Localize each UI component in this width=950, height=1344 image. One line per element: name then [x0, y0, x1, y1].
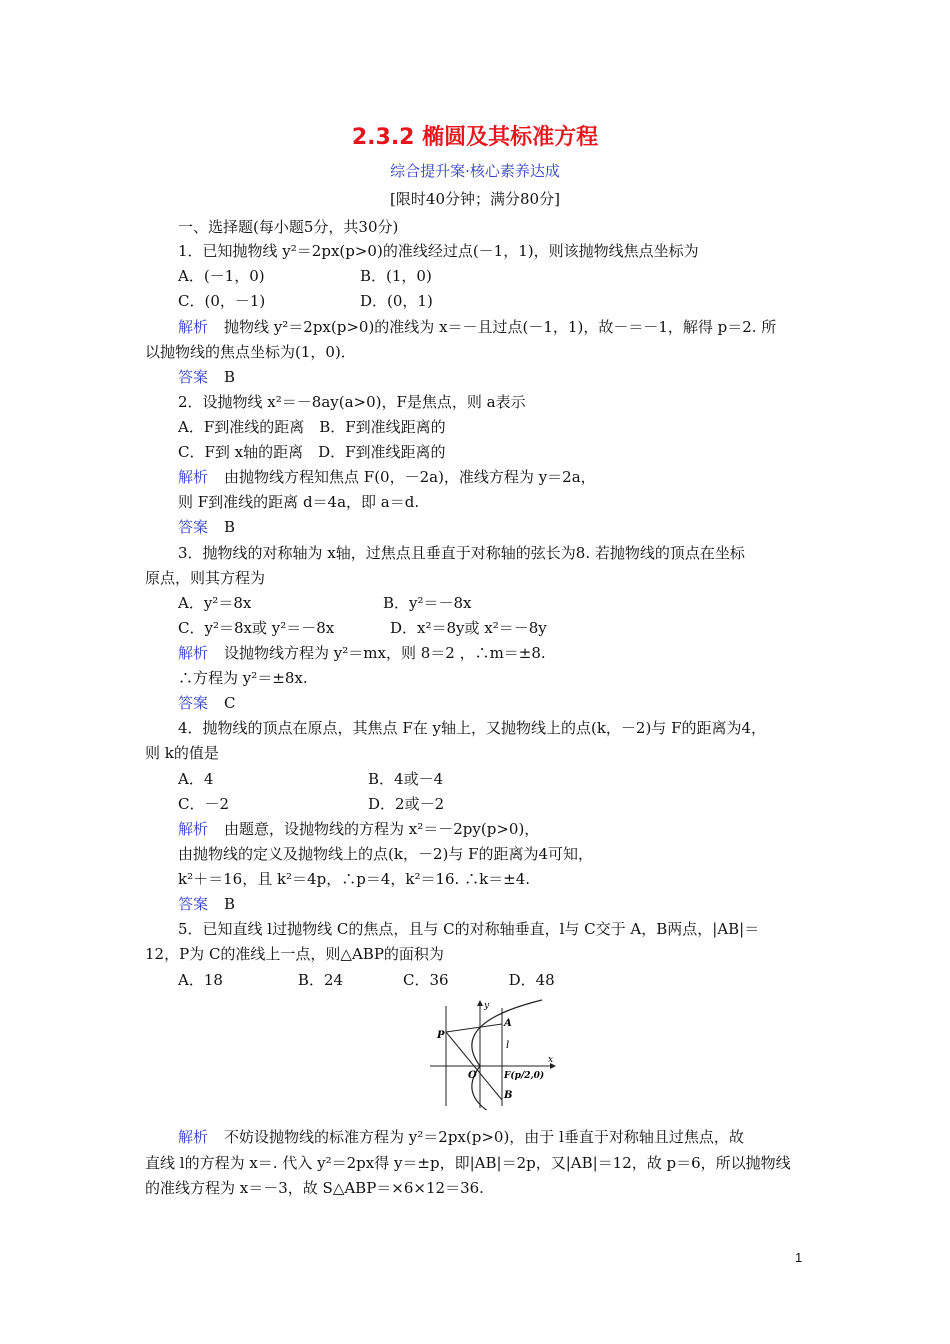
label-y: y	[484, 1001, 490, 1011]
q1-analysis-line	[178, 317, 776, 337]
q3-option-b: B．y²＝－8x	[383, 594, 472, 612]
label-a: A	[504, 1018, 512, 1029]
q3-stem-cont: 原点，则其方程为	[145, 569, 266, 587]
page-subtitle: 综合提升案·核心素养达成	[390, 162, 560, 180]
q4-option-d: D．2或－2	[368, 795, 445, 813]
parabola-figure	[428, 998, 558, 1110]
q5-stem: 5．已知直线 l过抛物线 C的焦点，且与 C的对称轴垂直，l与 C交于 A，B两点，|AB|＝	[178, 920, 760, 938]
page-number: 1	[795, 1250, 803, 1265]
analysis-label: 解析	[178, 820, 209, 838]
q3-option-d: D．x²＝8y或 x²＝－8y	[390, 619, 547, 637]
q1-stem: 1．已知抛物线 y²＝2px(p>0)的准线经过点(－1，1)，则该抛物线焦点坐标为	[178, 242, 699, 260]
q2-answer-line	[178, 517, 235, 537]
q3-stem: 3．抛物线的对称轴为 x轴，过焦点且垂直于对称轴的弦长为8. 若抛物线的顶点在坐标	[178, 544, 745, 562]
q3-option-a: A．y²＝8x	[178, 594, 252, 612]
q4-analysis-cont2: k²＋＝16，且 k²＝4p，∴p＝4，k²＝16. ∴k＝±4.	[178, 870, 531, 888]
label-l: l	[506, 1040, 510, 1051]
q2-analysis-line	[178, 467, 596, 487]
q5-analysis-cont: 直线 l的方程为 x＝. 代入 y²＝2px得 y＝±p，即|AB|＝2p，又|AB|＝12，故 p＝6，所以抛物线	[145, 1154, 791, 1172]
q1-option-b: B．(1，0)	[360, 267, 432, 285]
q5-stem-cont: 12，P为 C的准线上一点，则△ABP的面积为	[145, 945, 444, 963]
y-axis-arrow	[477, 1000, 483, 1006]
analysis-label: 解析	[178, 318, 209, 336]
label-b: B	[504, 1090, 513, 1101]
q4-answer-line	[178, 894, 235, 914]
q3-analysis-text: 设抛物线方程为 y²＝mx，则 8＝2 ，∴m＝±8.	[224, 644, 546, 662]
section-heading: 一、选择题(每小题5分，共30分)	[178, 218, 399, 236]
analysis-label: 解析	[178, 644, 209, 662]
time-limit: [限时40分钟；满分80分]	[390, 190, 560, 208]
q4-stem: 4．抛物线的顶点在原点，其焦点 F在 y轴上，又抛物线上的点(k，－2)与 F的距离为4，	[178, 719, 767, 737]
q4-analysis-text: 由题意，设抛物线的方程为 x²＝－2py(p>0)，	[224, 820, 540, 838]
q4-analysis-line	[178, 819, 539, 839]
q4-option-a: A．4	[178, 770, 214, 788]
q5-analysis-text: 不妨设抛物线的标准方程为 y²＝2px(p>0)，由于 l垂直于对称轴且过焦点，故	[224, 1128, 744, 1146]
label-o: O	[468, 1070, 477, 1081]
q2-options-ab: A．F到准线的距离 B．F到准线距离的	[178, 418, 446, 436]
answer-label: 答案	[178, 895, 209, 913]
analysis-label: 解析	[178, 468, 209, 486]
q5-analysis-line	[178, 1127, 744, 1147]
label-x: x	[548, 1055, 554, 1065]
answer-label: 答案	[178, 694, 209, 712]
q3-answer-line	[178, 693, 236, 713]
q2-stem: 2．设抛物线 x²＝－8ay(a>0)，F是焦点，则 a表示	[178, 393, 526, 411]
q1-analysis-cont: 以抛物线的焦点坐标为(1，0)．	[145, 343, 356, 361]
q4-analysis-cont: 由抛物线的定义及抛物线上的点(k，－2)与 F的距离为4可知，	[178, 845, 594, 863]
q2-options-cd: C．F到 x轴的距离 D．F到准线距离的	[178, 443, 446, 461]
q4-option-c: C．－2	[178, 795, 230, 813]
q3-answer: C	[224, 694, 236, 712]
q1-option-a: A．(－1，0)	[178, 267, 265, 285]
segment-pa	[446, 1024, 502, 1032]
q4-answer: B	[224, 895, 236, 913]
q3-analysis-cont: ∴方程为 y²＝±8x.	[178, 669, 308, 687]
q1-analysis-text: 抛物线 y²＝2px(p>0)的准线为 x＝－且过点(－1，1)，故－＝－1，解得 p＝2. 所	[224, 318, 777, 336]
analysis-label: 解析	[178, 1128, 209, 1146]
q5-analysis-cont2: 的准线方程为 x＝－3，故 S△ABP＝×6×12＝36.	[145, 1179, 484, 1197]
q3-analysis-line	[178, 643, 546, 663]
q2-analysis-cont: 则 F到准线的距离 d＝4a，即 a＝d.	[178, 493, 420, 511]
label-focus: F(p/2,0)	[504, 1071, 545, 1081]
answer-label: 答案	[178, 368, 209, 386]
q1-option-d: D．(0，1)	[360, 292, 433, 310]
answer-label: 答案	[178, 518, 209, 536]
q2-answer: B	[224, 518, 236, 536]
page-title: 2.3.2 椭圆及其标准方程	[351, 125, 599, 150]
q1-answer-line	[178, 367, 235, 387]
q2-analysis-text: 由抛物线方程知焦点 F(0，－2a)，准线方程为 y＝2a，	[224, 468, 596, 486]
q4-stem-cont: 则 k的值是	[145, 744, 219, 762]
q4-option-b: B．4或－4	[368, 770, 444, 788]
q3-option-c: C．y²＝8x或 y²＝－8x	[178, 619, 335, 637]
label-p: P	[437, 1030, 445, 1041]
q5-options: A．18 B．24 C．36 D．48	[178, 971, 555, 989]
q1-answer: B	[224, 368, 236, 386]
q1-option-c: C．(0，－1)	[178, 292, 266, 310]
